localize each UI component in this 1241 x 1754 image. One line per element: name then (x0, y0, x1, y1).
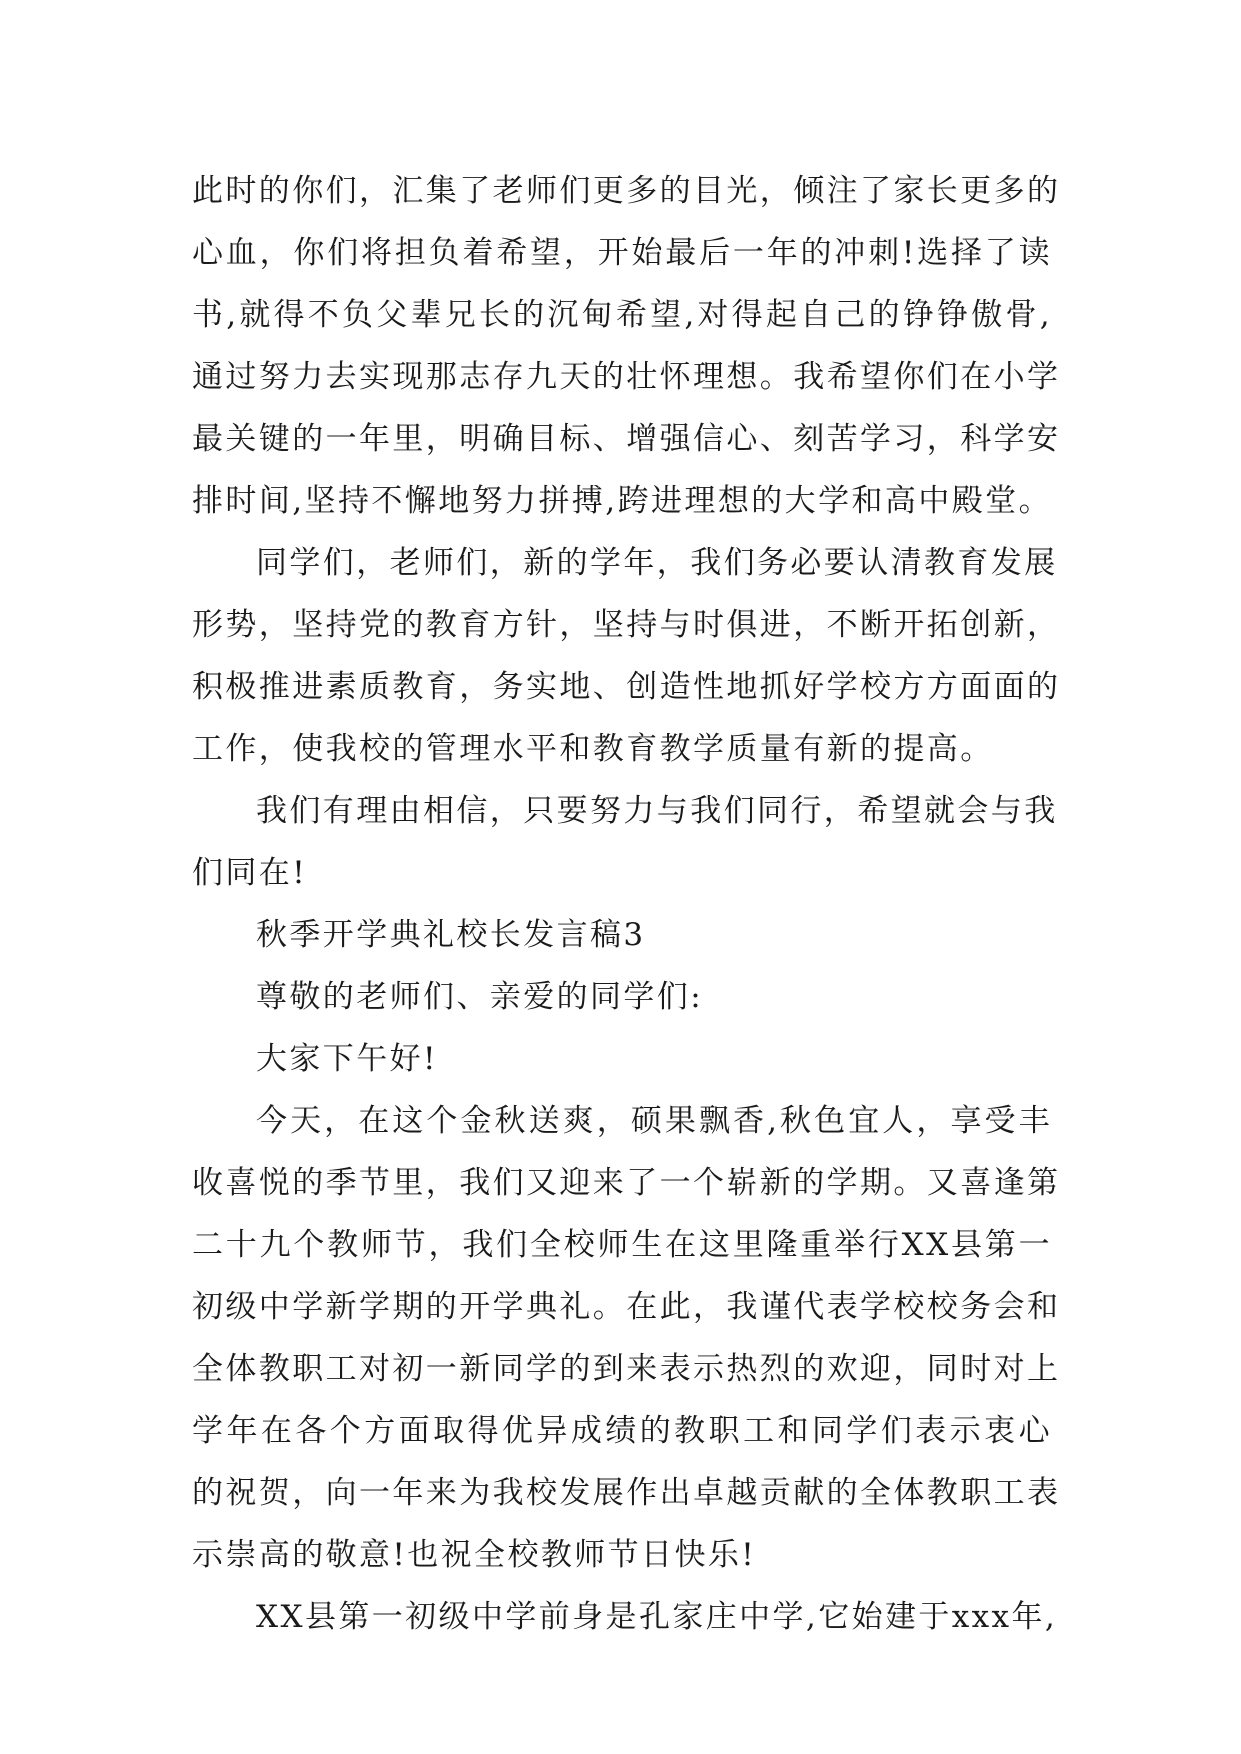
text-line: 今天，在这个金秋送爽，硕果飘香,秋色宜人，享受丰 (256, 1103, 1052, 1139)
text-line: 全体教职工对初一新同学的到来表示热烈的欢迎，同时对上 (192, 1351, 1061, 1387)
text-line: 的祝贺，向一年来为我校发展作出卓越贡献的全体教职工表 (192, 1475, 1061, 1511)
paragraph (192, 160, 1061, 532)
salutation: 尊敬的老师们、亲爱的同学们: (256, 979, 704, 1015)
text-line: 同学们，老师们，新的学年，我们务必要认清教育发展 (256, 545, 1058, 581)
text-line: 此时的你们，汇集了老师们更多的目光，倾注了家长更多的 (192, 173, 1061, 209)
section-title: 秋季开学典礼校长发言稿3 (256, 917, 646, 953)
text-line: 形势，坚持党的教育方针，坚持与时俱进，不断开拓创新， (192, 607, 1061, 643)
text-line: 积极推进素质教育，务实地、创造性地抓好学校方方面面的 (192, 669, 1061, 705)
text-line: 初级中学新学期的开学典礼。在此，我谨代表学校校务会和 (192, 1289, 1061, 1325)
document-body (192, 160, 1061, 1648)
text-line: 学年在各个方面取得优异成绩的教职工和同学们表示衷心 (192, 1413, 1052, 1449)
text-line: 工作，使我校的管理水平和教育教学质量有新的提高。 (192, 731, 994, 767)
text-line: 二十九个教师节，我们全校师生在这里隆重举行XX县第一 (192, 1227, 1052, 1263)
paragraph (192, 904, 1052, 966)
paragraph (192, 1028, 1052, 1090)
text-line: 心血，你们将担负着希望，开始最后一年的冲刺!选择了读 (192, 235, 1052, 271)
text-line: 排时间,坚持不懈地努力拼搏,跨进理想的大学和高中殿堂。 (192, 483, 1052, 519)
paragraph (192, 966, 1052, 1028)
text-line: 最关键的一年里，明确目标、增强信心、刻苦学习，科学安 (192, 421, 1061, 457)
text-line: 通过努力去实现那志存九天的壮怀理想。我希望你们在小学 (192, 359, 1061, 395)
paragraph (192, 780, 1058, 904)
text-line: 我们有理由相信，只要努力与我们同行，希望就会与我 (256, 793, 1058, 829)
text-line: 收喜悦的季节里，我们又迎来了一个崭新的学期。又喜逢第 (192, 1165, 1061, 1201)
paragraph (192, 1090, 1061, 1586)
text-line: 们同在! (192, 855, 308, 891)
paragraph (192, 532, 1061, 780)
paragraph (192, 1586, 1058, 1648)
greeting: 大家下午好! (256, 1041, 438, 1077)
text-line: XX县第一初级中学前身是孔家庄中学,它始建于xxx年, (256, 1599, 1058, 1635)
text-line: 示崇高的敬意!也祝全校教师节日快乐! (192, 1537, 757, 1573)
text-line: 书,就得不负父辈兄长的沉甸希望,对得起自己的铮铮傲骨, (192, 297, 1052, 333)
